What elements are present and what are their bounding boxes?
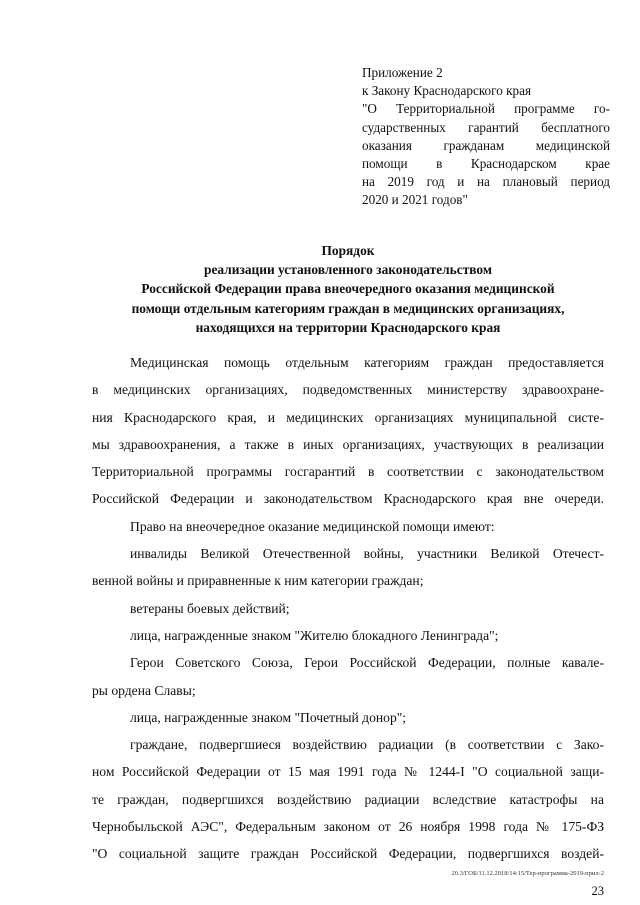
body-line: Право на внеочередное оказание медицинской помощи имеют:: [130, 518, 495, 534]
title-line: помощи отдельным категориям граждан в медицинских организациях,: [131, 300, 565, 316]
annex-line: помощи в Краснодарском крае: [362, 156, 610, 172]
body-line: ры ордена Славы;: [92, 682, 196, 698]
body-line: ветераны боевых действий;: [130, 600, 290, 616]
body-line: Чернобыльской АЭС", Федеральным законом от 26 ноября 1998 года № 175-ФЗ: [92, 819, 604, 835]
annex-line: оказания гражданам медицинской: [362, 137, 610, 153]
document-code-footer: 20.3/ГОБ/11.12.2018/14:15/Тер-программа-2019-прил-2: [451, 870, 604, 877]
body-line: венной войны и приравненные к ним категории граждан;: [92, 573, 424, 589]
annex-line: к Закону Краснодарского края: [362, 83, 532, 99]
body-line: лица, награжденные знаком "Жителю блокадного Ленинграда";: [130, 627, 499, 643]
body-line: инвалиды Великой Отечественной войны, участники Великой Отечест-: [130, 546, 604, 562]
title-line: Российской Федерации права внеочередного оказания медицинской: [141, 281, 555, 297]
body-line: "О социальной защите граждан Российской Федерации, подвергшихся воздей-: [92, 846, 604, 862]
body-line: Российской Федерации и законодательством Краснодарского края вне очереди.: [92, 491, 604, 507]
body-line: ном Российской Федерации от 15 мая 1991 года № 1244-I "О социальной защи-: [92, 764, 604, 780]
body-line: граждане, подвергшиеся воздействию радиации (в соответствии с Зако-: [130, 737, 604, 753]
body-line: в медицинских организациях, подведомственных министерству здравоохране-: [92, 382, 604, 398]
title-line: находящихся на территории Краснодарского края: [195, 319, 501, 335]
body-line: лица, награжденные знаком "Почетный донор";: [130, 709, 407, 725]
body-line: ния Краснодарского края, и медицинских организациях муниципальной систе-: [92, 409, 604, 425]
document-body: [92, 349, 604, 868]
annex-line: Приложение 2: [362, 65, 443, 80]
page-number: 23: [591, 884, 604, 898]
annex-line: сударственных гарантий бесплатного: [362, 119, 610, 135]
title-line: реализации установленного законодательством: [204, 262, 492, 278]
annex-line: на 2019 год и на плановый период: [362, 174, 610, 190]
body-line: мы здравоохранения, а также в иных организациях, участвующих в реализации: [92, 436, 604, 452]
annex-header: [362, 64, 610, 210]
body-line: Территориальной программы госгарантий в соответствии с законодательством: [92, 464, 604, 480]
body-line: Медицинская помощь отдельным категориям граждан предоставляется: [130, 355, 604, 370]
document-title: [92, 241, 604, 337]
body-line: те граждан, подвергшихся воздействию радиации вследствие катастрофы на: [92, 791, 604, 807]
title-line: Порядок: [321, 243, 375, 258]
body-line: Герои Советского Союза, Герои Российской Федерации, полные кавале-: [130, 655, 604, 671]
annex-line: 2020 и 2021 годов": [362, 192, 468, 208]
annex-line: "О Территориальной программе го-: [362, 101, 610, 117]
